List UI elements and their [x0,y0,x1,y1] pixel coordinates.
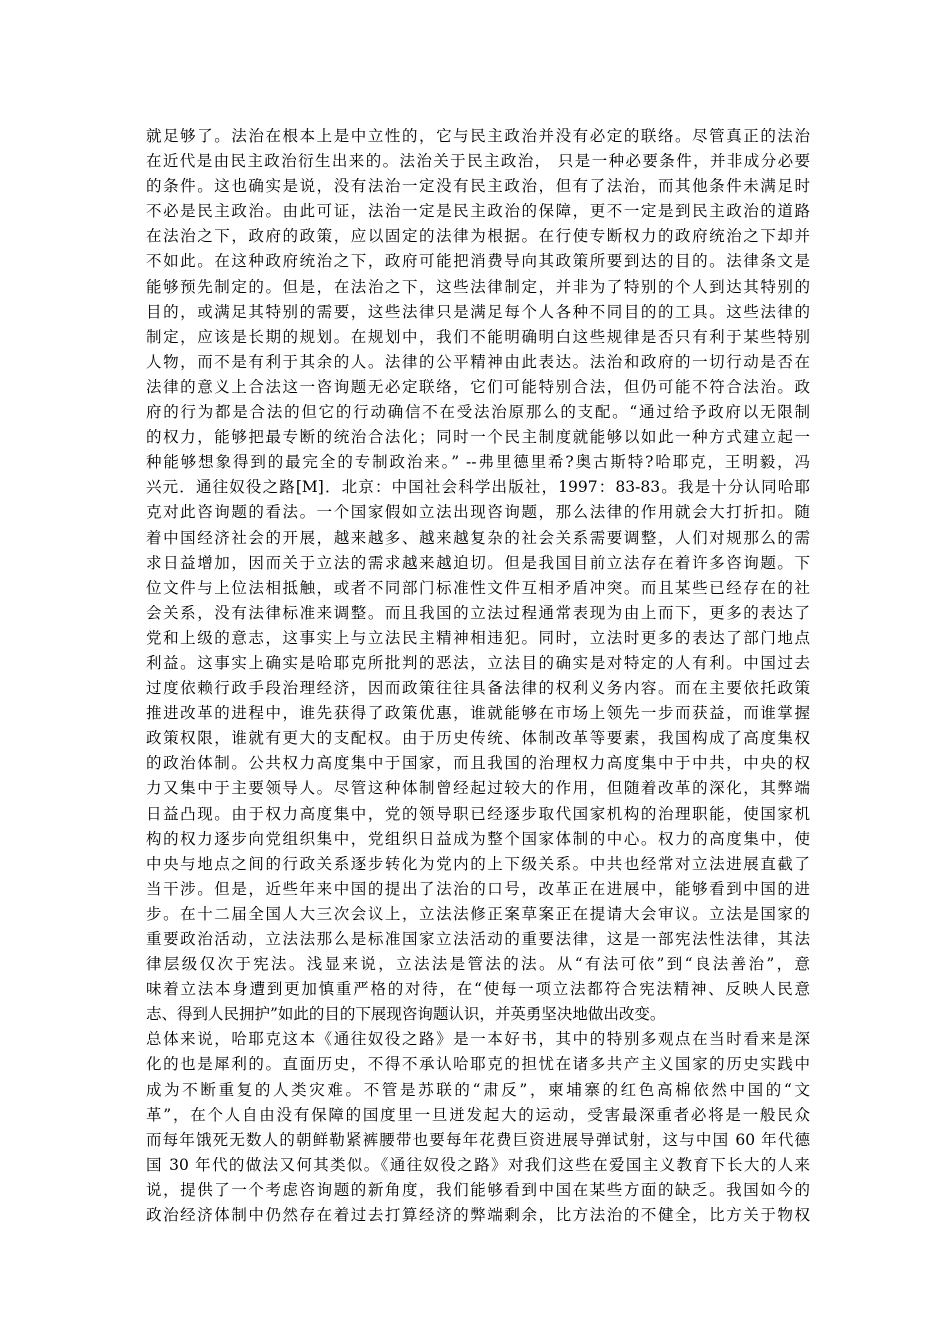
text-line: 利益。这事实上确实是哈耶克所批判的恶法，立法目的确实是对特定的人有利。中国过去 [146,653,810,672]
text-line: 而每年饿死无数人的朝鲜勒紧裤腰带也要每年花费巨资进展导弹试射，这与中国 60 年代德 [146,1130,810,1149]
text-line: 当干涉。但是，近些年来中国的提出了法治的口号，改革正在进展中，能够看到中国的进 [146,879,810,898]
text-line: 构的权力逐步向党组织集中，党组织日益成为整个国家体制的中心。权力的高度集中，使 [146,829,810,848]
text-line: 府的行为都是合法的但它的行动确信不在受法治原那么的支配。“通过给予政府以无限制 [146,403,810,422]
text-line: 能够预先制定的。但是，在法治之下，这些法律制定，并非为了特别的个人到达其特别的 [146,277,810,296]
text-line: 国 30 年代的做法又何其类似。《通往奴役之路》对我们这些在爱国主义教育下长大的人来 [146,1155,810,1174]
text-line: 法律的意义上合法这一咨询题无必定联络，它们可能特别合法，但仍可能不符合法治。政 [146,377,810,396]
text-line: 日益凸现。由于权力高度集中，党的领导职已经逐步取代国家机构的治理职能，使国家机 [146,804,810,823]
text-line: 位文件与上位法相抵触，或者不同部门标准性文件互相矛盾冲突。而且某些已经存在的社 [146,578,810,597]
paragraph-2 [146,1027,810,1228]
text-line: 政策权限，谁就有更大的支配权。由于历史传统、体制改革等要素，我国构成了高度集权 [146,729,810,748]
text-line: 革”，在个人自由没有保障的国度里一旦迸发起大的运动，受害最深重者必将是一般民众 [146,1105,810,1124]
text-line: 步。在十二届全国人大三次会议上，立法法修正案草案正在提请大会审议。立法是国家的 [146,904,810,923]
document-body [146,124,810,1228]
text-line: 在法治之下，政府的政策，应以固定的法律为根据。在行使专断权力的政府统治之下却并 [146,227,810,246]
text-line: 在近代是由民主政治衍生出来的。法治关于民主政治， 只是一种必要条件，并非成分必要 [146,152,810,171]
text-line: 力又集中于主要领导人。尽管这种体制曾经起过较大的作用，但随着改革的深化，其弊端 [146,779,810,798]
text-line: 着中国经济社会的开展，越来越多、越来越复杂的社会关系需要调整，人们对规那么的需 [146,528,810,547]
text-line: 化的也是犀利的。直面历史，不得不承认哈耶克的担忧在诸多共产主义国家的历史实践中 [146,1055,810,1074]
text-line: 人物，而不是有利于其余的人。法律的公平精神由此表达。法治和政府的一切行动是否在 [146,352,810,371]
text-line: 的条件。这也确实是说，没有法治一定没有民主政治，但有了法治，而其他条件未满足时 [146,177,810,196]
text-line: 党和上级的意志，这事实上与立法民主精神相违犯。同时，立法时更多的表达了部门地点 [146,628,810,647]
text-line: 说，提供了一个考虑咨询题的新角度，我们能够看到中国在某些方面的缺乏。我国如今的 [146,1180,810,1199]
text-line: 的政治体制。公共权力高度集中于国家，而且我国的治理权力高度集中于中共，中央的权 [146,754,810,773]
text-line: 目的，或满足其特别的需要，这些法律只是满足每个人各种不同目的的工具。这些法律的 [146,302,810,321]
text-line: 兴元．通往奴役之路[M]．北京：中国社会科学出版社，1997：83-83。我是十分认同哈耶 [146,478,810,497]
text-line: 总体来说，哈耶克这本《通往奴役之路》是一本好书，其中的特别多观点在当时看来是深 [146,1030,810,1049]
text-line: 政治经济体制中仍然存在着过去打算经济的弊端剩余，比方法治的不健全，比方关于物权 [146,1206,810,1225]
text-line: 克对此咨询题的看法。一个国家假如立法出现咨询题，那么法律的作用就会大打折扣。随 [146,503,810,522]
text-line: 的权力，能够把最专断的统治合法化；同时一个民主制度就能够以如此一种方式建立起一 [146,428,810,447]
text-line: 成为不断重复的人类灾难。不管是苏联的“肃反”，柬埔寨的红色高棉依然中国的“文 [146,1080,810,1099]
text-line: 重要政治活动，立法法那么是标准国家立法活动的重要法律，这是一部宪法性法律，其法 [146,930,810,948]
text-line: 过度依赖行政手段治理经济，因而政策往往具备法律的权利义务内容。而在主要依托政策 [146,679,810,698]
text-line: 求日益增加，因而关于立法的需求越来越迫切。但是我国目前立法存在着许多咨询题。下 [146,553,810,572]
text-line: 推进改革的进程中，谁先获得了政策优惠，谁就能够在市场上领先一步而获益，而谁掌握 [146,704,810,723]
text-line: 不必是民主政治。由此可证，法治一定是民主政治的保障，更不一定是到民主政治的道路 [146,202,810,221]
text-line: 种能够想象得到的最完全的专制政治来。” --弗里德里希?奥古斯特?哈耶克，王明毅，冯 [146,453,810,472]
text-line: 会关系，没有法律标准来调整。而且我国的立法过程通常表现为由上而下，更多的表达了 [146,603,810,622]
text-line: 志、得到人民拥护”如此的目的下展现咨询题认识，并英勇坚决地做出改变。 [146,1005,666,1024]
text-line: 制定，应该是长期的规划。在规划中，我们不能明确明白这些规律是否只有利于某些特别 [146,327,810,346]
text-line: 律层级仅次于宪法。浅显来说，立法法是管法的法。从“有法可依”到“良法善治”，意 [146,955,810,974]
text-line: 中央与地点之间的行政关系逐步转化为党内的上下级关系。中共也经常对立法进展直截了 [146,854,810,873]
text-line: 不如此。在这种政府统治之下，政府可能把消费导向其政策所要到达的目的。法律条文是 [146,252,810,271]
paragraph-1 [146,124,810,1027]
text-line: 味着立法本身遭到更加慎重严格的对待，在“使每一项立法都符合宪法精神、反映人民意 [146,980,810,999]
text-line: 就足够了。法治在根本上是中立性的，它与民主政治并没有必定的联络。尽管真正的法治 [146,127,810,145]
